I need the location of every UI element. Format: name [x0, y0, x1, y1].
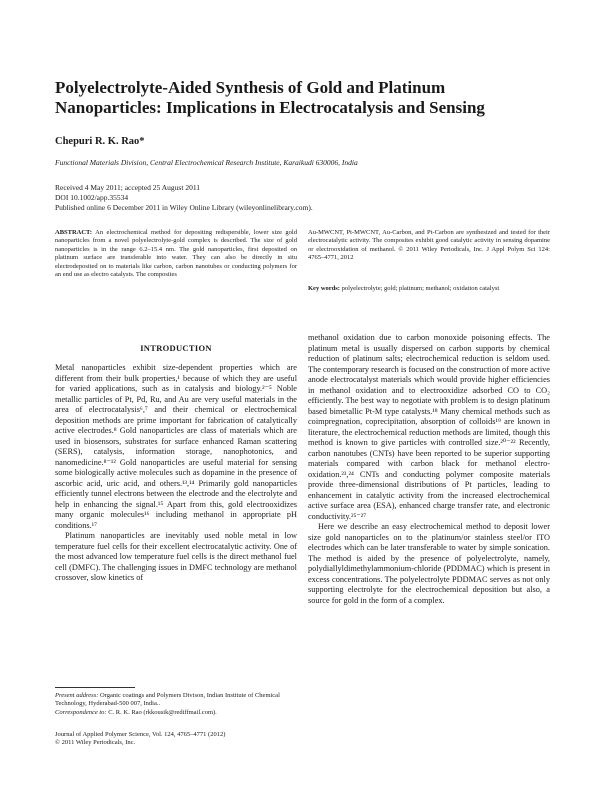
article-title: Polyelectrolyte-Aided Synthesis of Gold and Platinum Nanoparticles: Implications in Electrocatalysis and Sensing [55, 78, 485, 117]
keywords [308, 285, 550, 293]
doi: DOI 10.1002/app.35534 [55, 193, 129, 202]
correspondence-footnote [55, 709, 297, 717]
keywords-list: polyelectrolyte; gold; platinum; methanol; oxidation catalyst [341, 285, 500, 292]
journal-info [55, 731, 297, 748]
received-date: Received 4 May 2011; accepted 25 August 2011 [55, 183, 201, 192]
journal-copyright: © 2011 Wiley Periodicals, Inc. [55, 739, 136, 747]
intro-paragraph: Here we describe an easy electrochemical method to deposit lower size gold nanoparticles on to the platinum/or stainless steel/or ITO electrodes which can be later transferable to water by simple sonication. The method is aided by the presence of polyelectrolyte, namely, polydiallyldimethylammonium-chloride (PDDMAC) which is present in excess concentrations. The polyelectrolyte PDDMAC serves as not only supporting electrolyte for the electrochemical deposition but also, a source for gold in the form of a complex. [308, 522, 550, 605]
present-address-label: Present address: [55, 692, 99, 699]
intro-paragraph: Platinum nanoparticles are inevitably used noble metal in low temperature fuel cells for their excellent electrocatalytic activity. One of the most advanced low temperature fuel cells is the direct methanol fuel cell (DMFC). The challenging issues in DMFC technology are methanol crossover, slow kinetics of [55, 531, 297, 582]
abstract-label: ABSTRACT: [55, 229, 93, 236]
present-address-text: Organic coatings and Polymers Divison, Indian Institute of Chemical Technology, Hyderabad-500 007, India.. [55, 692, 280, 708]
body-column-right [308, 333, 550, 773]
intro-paragraph: methanol oxidation due to carbon monoxide poisoning effects. The platinum metal is usually dispersed on carbon supports by chemical reduction of platinum salts; electrochemical reduction is seldom used. The contemporary research is focused on the construction of more active anode electrocatalyst materials which would provide higher efficiencies in methanol oxidation and to electrooxidize adsorbed CO to CO₂ efficiently. The best way to negotiate with problem is to design platinum based bimetallic Pt-M type catalysts.¹⁸ Many chemical methods such as coimpregnation, coprecipitation, absorption of colloids¹⁹ are known in literature, the electrochemical reduction methods are limited, though this method is known to give particles with controlled size.²⁰⁻²² Recently, carbon nanotubes (CNTs) have been reported to be superior supporting materials compared with carbon black for methanol electro-oxidation.²³,²⁴ CNTs and conducting polymer composite materials provide three-dimensional distributions of Pt particles, leading to enhancement in catalytic activity from the increased electrochemical active surface area (ESA), enhanced charge transfer rate, and electronic conductivity.²⁵⁻²⁷ [308, 333, 550, 521]
article-metadata [55, 183, 555, 213]
abstract-left [55, 229, 297, 279]
journal-citation: Journal of Applied Polymer Science, Vol. 124, 4765–4771 (2012) [55, 731, 226, 738]
correspondence-text: C. R. K. Rao (rkkousik@rediffmail.com). [108, 708, 217, 716]
author-name: Chepuri R. K. Rao* [55, 136, 145, 147]
abstract-text-left: An electrochemical method for depositing redispersible, lower size gold nanoparticles from a novel polyelectrolyte-gold complex is described. The size of gold nanoparticles is in the range 6.2–15.4 nm. The gold nanoparticles, first deposited on platinum surface are transferable into water. They can also be directly in situ electrodeposited on to materials like carbon, carbon nanotubes or conducting polymers for an end use as electro catalysts. The composites [55, 229, 297, 279]
intro-paragraph: Metal nanoparticles exhibit size-dependent properties which are different from their bulk properties,¹ because of which they are useful for varied applications, such as in catalysis and biology.²⁻⁵ Noble metallic particles of Pt, Pd, Ru, and Au are very useful materials in the area of electrocatalysis⁶,⁷ and their chemical or electrochemical deposition methods are prime important for fabrication of catalytically active electrodes.⁸ Gold nanoparticles are class of materials which are used in biosensors, substrates for surface enhanced Raman scattering (SERS), catalysis, information storage, nanophotonics, and nanomedicine.⁸⁻¹² Gold nanoparticles are useful material for sensing some biologically active molecules such as dopamine in the presence of ascorbic acid, uric acid, and others.¹³,¹⁴ Primarily gold nanoparticles efficiently tunnel electrons between the electrode and the electrolyte and help in enhancing the signal.¹⁵ Apart from this, gold electrooxidizes many organic molecules¹⁶ including methanol in appropriate pH conditions.¹⁷ [55, 363, 297, 530]
published-online: Published online 6 December 2011 in Wiley Online Library (wileyonlinelibrary.com). [55, 203, 313, 212]
correspondence-label: Correspondence to: [55, 708, 107, 716]
footnote-divider [55, 687, 135, 688]
author-affiliation: Functional Materials Division, Central Electrochemical Research Institute, Karaikudi 630006, India [55, 158, 358, 167]
section-heading-introduction: INTRODUCTION [140, 343, 212, 353]
keywords-label: Key words: [308, 285, 340, 292]
present-address-footnote [55, 692, 297, 709]
body-column-left [55, 363, 297, 683]
footnotes [55, 692, 297, 717]
abstract-right: Au-MWCNT, Pt-MWCNT, Au-Carbon, and Pt-Carbon are synthesized and tested for their electrocatalytic activity. The composites exhibit good catalytic activity in sensing dopamine or electrooxidation of methanol. © 2011 Wiley Periodicals, Inc. J Appl Polym Sci 124: 4765–4771, 2012 [308, 229, 550, 262]
